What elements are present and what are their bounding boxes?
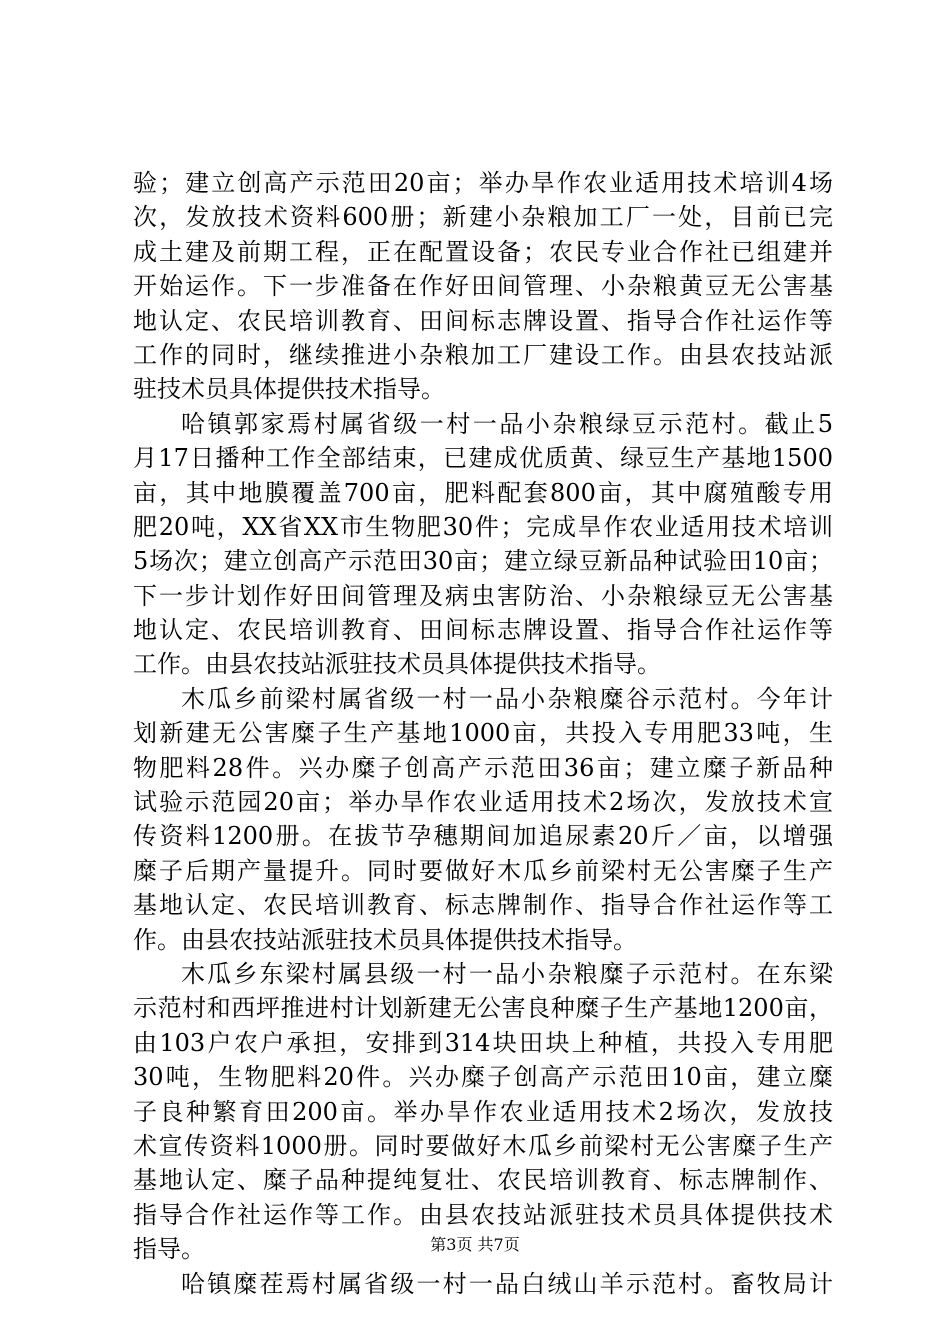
page-number: 第3页 共7页 — [430, 1235, 520, 1254]
text-line: 传资料1200册。在拔节孕穗期间加追尿素20斤／亩，以增强 — [133, 822, 833, 851]
text-line: 木瓜乡东梁村属县级一村一品小杂粮糜子示范村。在东梁 — [181, 959, 833, 988]
text-line: 月17日播种工作全部结束，已建成优质黄、绿豆生产基地1500 — [133, 444, 833, 473]
text-line: 试验示范园20亩；举办旱作农业适用技术2场次，发放技术宣 — [133, 788, 833, 817]
text-line: 基地认定、农民培训教育、标志牌制作、指导合作社运作等工 — [133, 891, 833, 920]
paragraph — [133, 957, 833, 1267]
text-line: 工作的同时，继续推进小杂粮加工厂建设工作。由县农技站派 — [133, 340, 833, 369]
text-line: 木瓜乡前梁村属省级一村一品小杂粮糜谷示范村。今年计 — [181, 684, 833, 713]
text-line: 验；建立创高产示范田20亩；举办旱作农业适用技术培训4场 — [133, 169, 833, 197]
text-line: 糜子后期产量提升。同时要做好木瓜乡前梁村无公害糜子生产 — [133, 856, 833, 885]
text-line: 驻技术员具体提供技术指导。 — [133, 375, 445, 404]
text-line: 指导合作社运作等工作。由县农技站派驻技术员具体提供技术 — [133, 1200, 833, 1229]
paragraph — [133, 682, 833, 957]
text-line: 物肥料28件。兴办糜子创高产示范田36亩；建立糜子新品种 — [133, 753, 833, 782]
text-line: 划新建无公害糜子生产基地1000亩，共投入专用肥33吨，生 — [133, 719, 833, 748]
document-body — [133, 166, 833, 1301]
paragraph — [133, 1267, 833, 1301]
text-line: 开始运作。下一步准备在作好田间管理、小杂粮黄豆无公害基 — [133, 272, 833, 301]
text-line: 哈镇糜茬焉村属省级一村一品白绒山羊示范村。畜牧局计 — [181, 1269, 833, 1298]
text-line: 子良种繁育田200亩。举办旱作农业适用技术2场次，发放技 — [133, 1097, 833, 1126]
text-line: 由103户农户承担，安排到314块田块上种植，共投入专用肥 — [133, 1028, 833, 1057]
paragraph — [133, 407, 833, 682]
text-line: 5场次；建立创高产示范田30亩；建立绿豆新品种试验田10亩； — [133, 547, 833, 576]
text-line: 30吨，生物肥料20件。兴办糜子创高产示范田10亩，建立糜 — [133, 1063, 833, 1092]
text-line: 亩，其中地膜覆盖700亩，肥料配套800亩，其中腐殖酸专用 — [133, 478, 833, 507]
text-line: 基地认定、糜子品种提纯复壮、农民培训教育、标志牌制作、 — [133, 1166, 833, 1195]
text-line: 地认定、农民培训教育、田间标志牌设置、指导合作社运作等 — [133, 306, 833, 335]
text-line: 哈镇郭家焉村属省级一村一品小杂粮绿豆示范村。截止5 — [181, 409, 833, 438]
text-line: 肥20吨，XX省XX市生物肥30件；完成旱作农业适用技术培训 — [133, 512, 833, 541]
text-line: 示范村和西坪推进村计划新建无公害良种糜子生产基地1200亩， — [133, 994, 833, 1023]
text-line: 成土建及前期工程，正在配置设备；农民专业合作社已组建并 — [133, 237, 833, 266]
text-line: 术宣传资料1000册。同时要做好木瓜乡前梁村无公害糜子生产 — [133, 1131, 833, 1160]
text-line: 地认定、农民培训教育、田间标志牌设置、指导合作社运作等 — [133, 616, 833, 645]
text-line: 次，发放技术资料600册；新建小杂粮加工厂一处，目前已完 — [133, 203, 833, 232]
text-line: 作。由县农技站派驻技术员具体提供技术指导。 — [133, 925, 637, 954]
text-line: 指导。 — [133, 1235, 205, 1264]
text-line: 工作。由县农技站派驻技术员具体提供技术指导。 — [133, 650, 661, 679]
paragraph — [133, 166, 833, 407]
text-line: 下一步计划作好田间管理及病虫害防治、小杂粮绿豆无公害基 — [133, 581, 833, 610]
